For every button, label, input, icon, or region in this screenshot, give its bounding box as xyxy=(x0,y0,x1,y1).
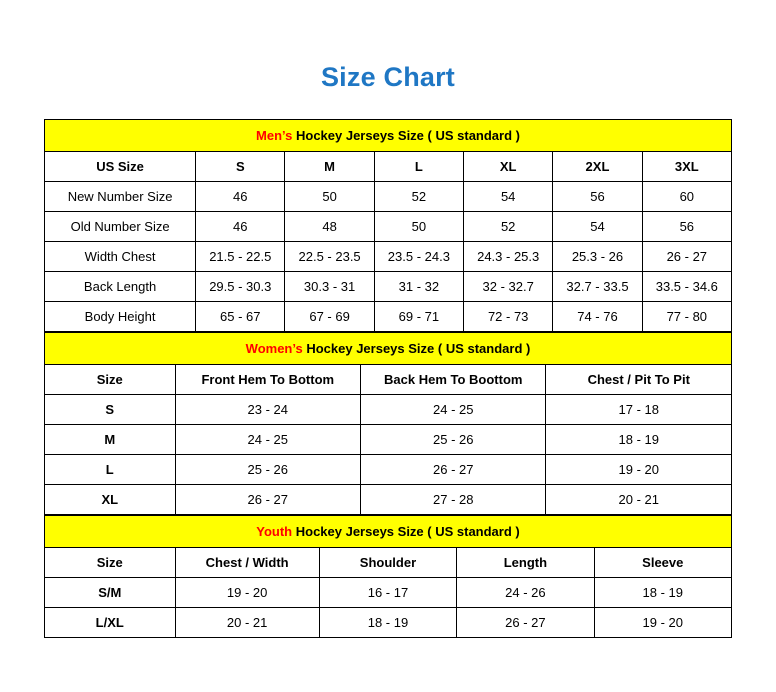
mens-row-4-val-1: 67 - 69 xyxy=(285,302,374,332)
youth-col-1: Chest / Width xyxy=(175,548,319,578)
table-row xyxy=(45,272,732,302)
youth-row-0-val-0: 19 - 20 xyxy=(175,578,319,608)
womens-row-0-label: S xyxy=(45,395,176,425)
womens-col-2: Back Hem To Boottom xyxy=(361,365,546,395)
youth-row-0-val-2: 24 - 26 xyxy=(457,578,594,608)
womens-row-3-label: XL xyxy=(45,485,176,515)
womens-row-2-val-0: 25 - 26 xyxy=(175,455,360,485)
womens-col-3: Chest / Pit To Pit xyxy=(546,365,732,395)
table-row xyxy=(45,578,732,608)
table-header-row xyxy=(45,365,732,395)
table-row xyxy=(45,485,732,515)
womens-row-1-val-0: 24 - 25 xyxy=(175,425,360,455)
youth-heading-accent: Youth xyxy=(256,524,293,539)
youth-col-4: Sleeve xyxy=(594,548,731,578)
womens-size-table xyxy=(44,332,732,515)
womens-row-1-val-1: 25 - 26 xyxy=(361,425,546,455)
table-row xyxy=(45,212,732,242)
table-header-row xyxy=(45,152,732,182)
table-section-header-row xyxy=(45,333,732,365)
youth-row-1-label: L/XL xyxy=(45,608,176,638)
womens-row-0-val-0: 23 - 24 xyxy=(175,395,360,425)
womens-row-3-val-2: 20 - 21 xyxy=(546,485,732,515)
youth-section-heading xyxy=(45,516,732,548)
mens-col-2: M xyxy=(285,152,374,182)
mens-row-0-val-3: 54 xyxy=(464,182,553,212)
mens-row-1-val-1: 48 xyxy=(285,212,374,242)
mens-row-2-val-1: 22.5 - 23.5 xyxy=(285,242,374,272)
table-section-header-row xyxy=(45,120,732,152)
mens-row-1-val-4: 54 xyxy=(553,212,642,242)
mens-row-3-val-5: 33.5 - 34.6 xyxy=(642,272,731,302)
mens-col-5: 2XL xyxy=(553,152,642,182)
mens-col-4: XL xyxy=(464,152,553,182)
mens-heading-accent: Men’s xyxy=(256,128,293,143)
womens-row-1-label: M xyxy=(45,425,176,455)
page-title: Size Chart xyxy=(320,62,456,92)
table-section-header-row xyxy=(45,516,732,548)
mens-row-0-val-2: 52 xyxy=(374,182,463,212)
mens-section-heading xyxy=(45,120,732,152)
mens-row-4-val-0: 65 - 67 xyxy=(196,302,285,332)
mens-row-1-val-3: 52 xyxy=(464,212,553,242)
youth-col-0: Size xyxy=(45,548,176,578)
table-row xyxy=(45,302,732,332)
youth-size-table xyxy=(44,515,732,638)
mens-row-4-val-3: 72 - 73 xyxy=(464,302,553,332)
mens-row-2-label: Width Chest xyxy=(45,242,196,272)
womens-row-0-val-2: 17 - 18 xyxy=(546,395,732,425)
mens-row-0-val-5: 60 xyxy=(642,182,731,212)
mens-row-4-val-2: 69 - 71 xyxy=(374,302,463,332)
womens-col-0: Size xyxy=(45,365,176,395)
mens-row-4-val-4: 74 - 76 xyxy=(553,302,642,332)
womens-row-0-val-1: 24 - 25 xyxy=(361,395,546,425)
mens-row-0-val-0: 46 xyxy=(196,182,285,212)
mens-row-1-label: Old Number Size xyxy=(45,212,196,242)
youth-row-1-val-2: 26 - 27 xyxy=(457,608,594,638)
table-row xyxy=(45,608,732,638)
mens-row-2-val-5: 26 - 27 xyxy=(642,242,731,272)
womens-section-heading xyxy=(45,333,732,365)
mens-row-1-val-0: 46 xyxy=(196,212,285,242)
womens-row-2-val-2: 19 - 20 xyxy=(546,455,732,485)
mens-row-0-val-4: 56 xyxy=(553,182,642,212)
womens-row-1-val-2: 18 - 19 xyxy=(546,425,732,455)
mens-row-2-val-2: 23.5 - 24.3 xyxy=(374,242,463,272)
mens-col-0: US Size xyxy=(45,152,196,182)
mens-col-6: 3XL xyxy=(642,152,731,182)
youth-row-1-val-0: 20 - 21 xyxy=(175,608,319,638)
mens-row-0-label: New Number Size xyxy=(45,182,196,212)
mens-col-3: L xyxy=(374,152,463,182)
youth-row-1-val-1: 18 - 19 xyxy=(319,608,456,638)
mens-row-3-val-2: 31 - 32 xyxy=(374,272,463,302)
mens-row-1-val-5: 56 xyxy=(642,212,731,242)
table-row xyxy=(45,455,732,485)
womens-col-1: Front Hem To Bottom xyxy=(175,365,360,395)
youth-row-0-val-1: 16 - 17 xyxy=(319,578,456,608)
table-row xyxy=(45,395,732,425)
table-row xyxy=(45,242,732,272)
mens-row-3-val-3: 32 - 32.7 xyxy=(464,272,553,302)
youth-row-0-label: S/M xyxy=(45,578,176,608)
womens-heading-rest: Hockey Jerseys Size ( US standard ) xyxy=(302,341,531,356)
youth-col-3: Length xyxy=(457,548,594,578)
mens-row-4-val-5: 77 - 80 xyxy=(642,302,731,332)
mens-size-table xyxy=(44,119,732,332)
mens-row-3-val-4: 32.7 - 33.5 xyxy=(553,272,642,302)
womens-row-3-val-0: 26 - 27 xyxy=(175,485,360,515)
mens-heading-rest: Hockey Jerseys Size ( US standard ) xyxy=(292,128,520,143)
youth-row-0-val-3: 18 - 19 xyxy=(594,578,731,608)
womens-row-2-val-1: 26 - 27 xyxy=(361,455,546,485)
youth-heading-rest: Hockey Jerseys Size ( US standard ) xyxy=(292,524,520,539)
mens-row-3-val-1: 30.3 - 31 xyxy=(285,272,374,302)
youth-col-2: Shoulder xyxy=(319,548,456,578)
table-header-row xyxy=(45,548,732,578)
womens-heading-accent: Women’s xyxy=(245,341,303,356)
mens-row-2-val-4: 25.3 - 26 xyxy=(553,242,642,272)
mens-row-4-label: Body Height xyxy=(45,302,196,332)
mens-row-3-val-0: 29.5 - 30.3 xyxy=(196,272,285,302)
womens-row-2-label: L xyxy=(45,455,176,485)
womens-row-3-val-1: 27 - 28 xyxy=(361,485,546,515)
mens-row-3-label: Back Length xyxy=(45,272,196,302)
mens-row-2-val-0: 21.5 - 22.5 xyxy=(196,242,285,272)
mens-row-0-val-1: 50 xyxy=(285,182,374,212)
size-chart-tables xyxy=(44,119,732,638)
mens-col-1: S xyxy=(196,152,285,182)
youth-row-1-val-3: 19 - 20 xyxy=(594,608,731,638)
mens-row-1-val-2: 50 xyxy=(374,212,463,242)
table-row xyxy=(45,425,732,455)
table-row xyxy=(45,182,732,212)
mens-row-2-val-3: 24.3 - 25.3 xyxy=(464,242,553,272)
